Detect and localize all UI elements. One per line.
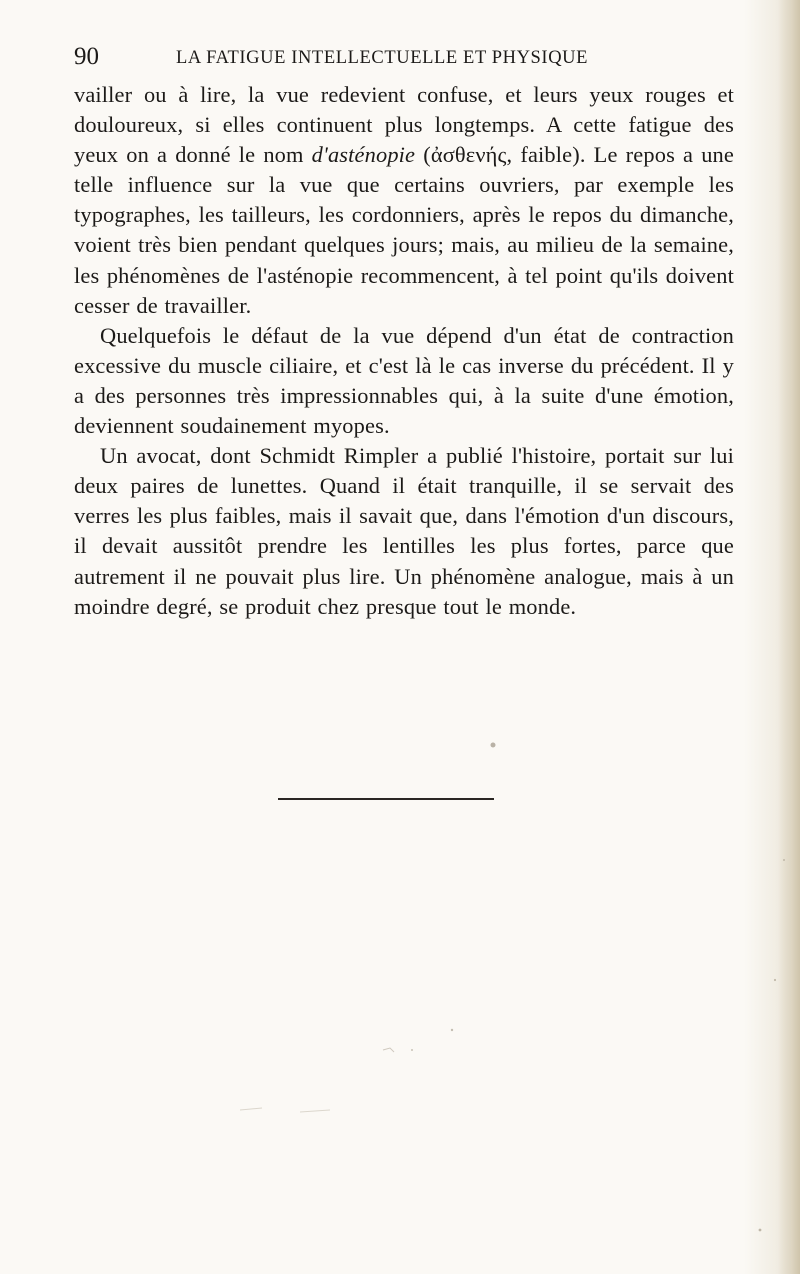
speck — [491, 743, 496, 748]
body-text — [74, 80, 734, 622]
paragraph-2: Quelquefois le défaut de la vue dépend d'un état de contraction excessive du muscle ciliaire, et c'est là le cas inverse du précédent. Il y a des personnes très impressionnables qui, à la suite d'une émotion, deviennent soudainement myopes. — [74, 322, 734, 439]
section-end-rule — [278, 798, 494, 800]
speck — [451, 1029, 453, 1031]
running-title: LA FATIGUE INTELLECTUELLE ET PHYSIQUE — [176, 48, 589, 68]
paragraph-1-end: (ἀσθενής, faible). Le repos a une telle influence sur la vue que certains ouvriers, par exemple les typographes, les tailleurs, les cordonniers, après le repos du dimanche, voient très bien pendant quelques jours; mais, au milieu de la semaine, les phénomènes de l'asténopie recommencent, à tel point qu'ils doivent cesser de travailler. — [74, 142, 734, 318]
paragraph-1 — [74, 80, 734, 321]
page-header — [74, 40, 734, 74]
paragraph-1-italic-term: d'asténopie — [311, 142, 416, 168]
speck — [240, 1108, 262, 1110]
speck — [300, 1110, 330, 1112]
page-number: 90 — [74, 43, 99, 70]
speck — [759, 1229, 762, 1232]
speck — [383, 1048, 394, 1052]
paragraph-3: Un avocat, dont Schmidt Rimpler a publié l'histoire, portait sur lui deux paires de lunettes. Quand il était tranquille, il se servait des verres les plus faibles, mais il savait que, dans l'émotion d'un discours, il devait aussitôt prendre les lentilles les plus fortes, parce que autrement il ne pouvait plus lire. Un phénomène analogue, mais à un moindre degré, se produit chez presque tout le monde. — [74, 443, 734, 619]
page-edge-shadow — [778, 0, 800, 1274]
speck — [774, 979, 776, 981]
paragraph-1-start: vailler ou à lire, la vue redevient confuse, et leurs yeux rouges et douloureux, si elles continuent plus longtemps. A cette fatigue des yeux on a donné le nom — [74, 82, 734, 168]
speck — [411, 1049, 413, 1051]
